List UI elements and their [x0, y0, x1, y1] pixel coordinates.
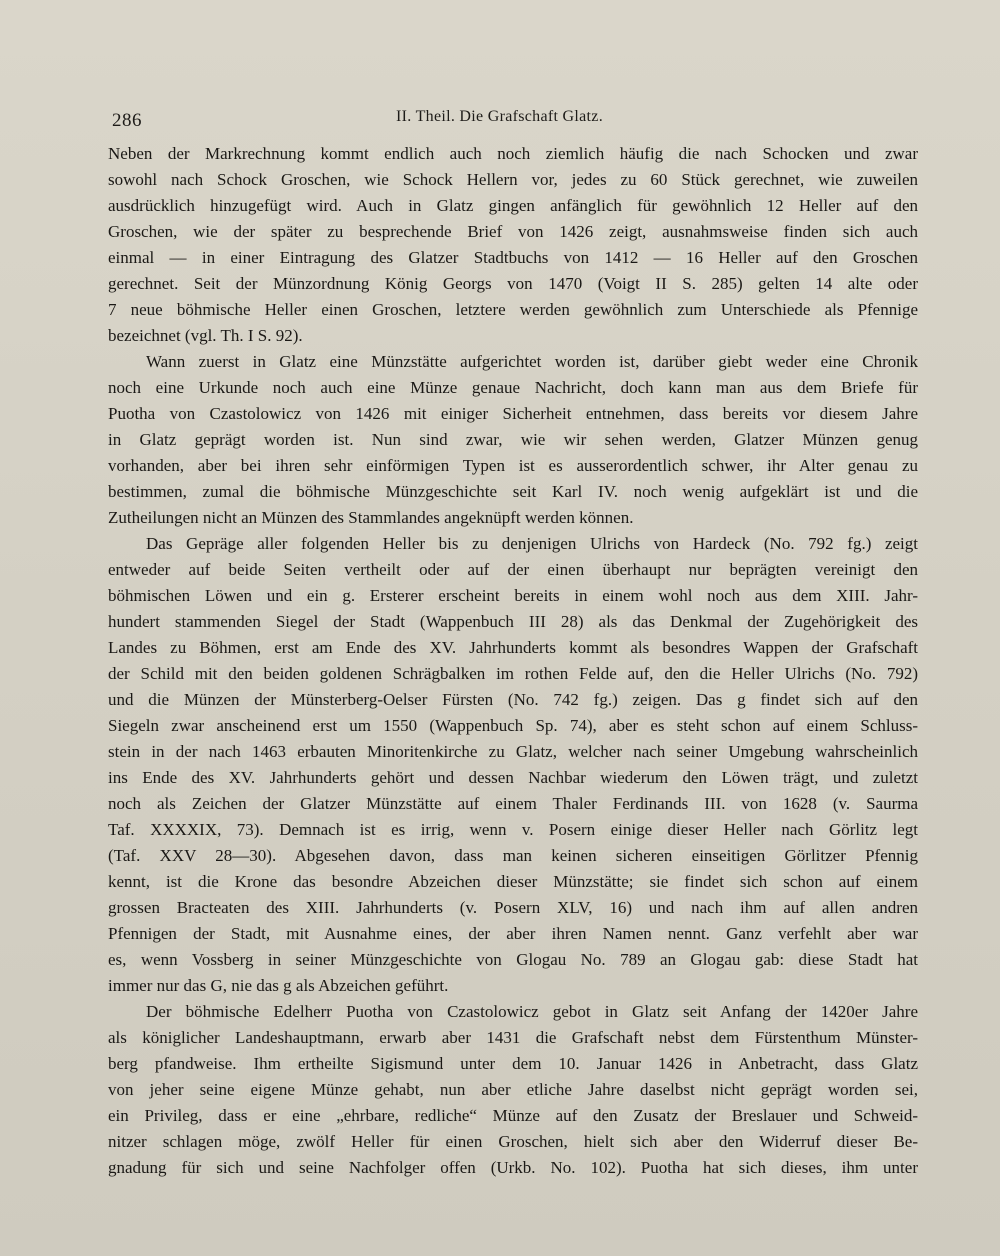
- text-line: immer nur das G, nie das g als Abzeichen geführt.: [108, 976, 449, 995]
- text-line: grossen Bracteaten des XIII. Jahrhunderts (v. Posern XLV, 16) und nach ihm auf allen andren: [108, 898, 918, 917]
- text-line: Pfennigen der Stadt, mit Ausnahme eines, der aber ihren Namen nennt. Ganz verfehlt aber war: [108, 924, 918, 943]
- text-line: gnadung für sich und seine Nachfolger offen (Urkb. No. 102). Puotha hat sich dieses, ihm unter: [108, 1158, 918, 1177]
- text-line: stein in der nach 1463 erbauten Minoritenkirche zu Glatz, welcher nach seiner Umgebung wahrscheinlich: [108, 742, 918, 761]
- text-line: kennt, ist die Krone das besondre Abzeichen dieser Münzstätte; sie findet sich schon auf einem: [108, 872, 918, 891]
- text-line: ein Privileg, dass er eine „ehrbare, redliche“ Münze auf den Zusatz der Breslauer und Schweid-: [108, 1106, 918, 1125]
- text-line: Siegeln zwar anscheinend erst um 1550 (Wappenbuch Sp. 74), aber es steht schon auf einem Schluss-: [108, 716, 918, 735]
- text-line: Zutheilungen nicht an Münzen des Stammlandes angeknüpft werden können.: [108, 508, 634, 527]
- text-line: Groschen, wie der später zu besprechende Brief von 1426 zeigt, ausnahmsweise finden sich auch: [108, 222, 918, 241]
- text-line: hundert stammenden Siegel der Stadt (Wappenbuch III 28) als das Denkmal der Zugehörigkeit des: [108, 612, 918, 631]
- text-line: ausdrücklich hinzugefügt wird. Auch in Glatz gingen anfänglich für gewöhnlich 12 Heller auf den: [108, 196, 918, 215]
- text-line: einmal — in einer Eintragung des Glatzer Stadtbuchs von 1412 — 16 Heller auf den Groschen: [108, 248, 918, 267]
- text-line: nitzer schlagen möge, zwölf Heller für einen Groschen, hielt sich aber den Widerruf dieser Be-: [108, 1132, 918, 1151]
- text-line: als königlicher Landeshauptmann, erwarb aber 1431 die Grafschaft nebst dem Fürstenthum Münster-: [108, 1028, 918, 1047]
- text-line: und die Münzen der Münsterberg-Oelser Fürsten (No. 742 fg.) zeigen. Das g findet sich auf den: [108, 690, 918, 709]
- text-line: sowohl nach Schock Groschen, wie Schock Hellern vor, jedes zu 60 Stück gerechnet, wie zuweilen: [108, 170, 918, 189]
- text-line: vorhanden, aber bei ihren sehr einförmigen Typen ist es ausserordentlich schwer, ihr Alter genau zu: [108, 456, 918, 475]
- text-line: in Glatz geprägt worden ist. Nun sind zwar, wie wir sehen werden, Glatzer Münzen genug: [108, 430, 918, 449]
- text-line: Der böhmische Edelherr Puotha von Czastolowicz gebot in Glatz seit Anfang der 1420er Jahre: [146, 1002, 918, 1021]
- running-head: II. Theil. Die Grafschaft Glatz.: [396, 108, 603, 125]
- page-header: [108, 104, 918, 136]
- text-line: noch als Zeichen der Glatzer Münzstätte auf einem Thaler Ferdinands III. von 1628 (v. Saurma: [108, 794, 918, 813]
- text-line: noch eine Urkunde noch auch eine Münze genaue Nachricht, doch kann man aus dem Briefe für: [108, 378, 918, 397]
- text-line: entweder auf beide Seiten vertheilt oder auf der einen überhaupt nur beprägten vereinigt den: [108, 560, 918, 579]
- text-line: Neben der Markrechnung kommt endlich auch noch ziemlich häufig die nach Schocken und zwar: [108, 144, 918, 163]
- body-text: [108, 141, 918, 1181]
- text-line: bestimmen, zumal die böhmische Münzgeschichte seit Karl IV. noch wenig aufgeklärt ist und die: [108, 482, 918, 501]
- text-line: böhmischen Löwen und ein g. Ersterer erscheint bereits in einem wohl noch aus dem XIII. Jahr-: [108, 586, 918, 605]
- text-line: Das Gepräge aller folgenden Heller bis zu denjenigen Ulrichs von Hardeck (No. 792 fg.) zeigt: [146, 534, 918, 553]
- text-line: gerechnet. Seit der Münzordnung König Georgs von 1470 (Voigt II S. 285) gelten 14 alte oder: [108, 274, 918, 293]
- text-line: berg pfandweise. Ihm ertheilte Sigismund unter dem 10. Januar 1426 in Anbetracht, dass Glatz: [108, 1054, 918, 1073]
- text-line: Puotha von Czastolowicz von 1426 mit einiger Sicherheit entnehmen, dass bereits vor diesem Jahre: [108, 404, 918, 423]
- text-line: von jeher seine eigene Münze gehabt, nun aber etliche Jahre daselbst nicht geprägt worden sei,: [108, 1080, 918, 1099]
- text-line: Landes zu Böhmen, erst am Ende des XV. Jahrhunderts kommt als besondres Wappen der Grafschaft: [108, 638, 918, 657]
- text-line: bezeichnet (vgl. Th. I S. 92).: [108, 326, 303, 345]
- text-line: ins Ende des XV. Jahrhunderts gehört und dessen Nachbar wiederum den Löwen trägt, und zuletzt: [108, 768, 918, 787]
- text-line: (Taf. XXV 28—30). Abgesehen davon, dass man keinen sicheren einseitigen Görlitzer Pfennig: [108, 846, 918, 865]
- text-line: der Schild mit den beiden goldenen Schrägbalken im rothen Felde auf, den die Heller Ulrichs (No. 792): [108, 664, 918, 683]
- text-line: Taf. XXXXIX, 73). Demnach ist es irrig, wenn v. Posern einige dieser Heller nach Görlitz legt: [108, 820, 918, 839]
- page-number: 286: [112, 110, 142, 131]
- text-line: es, wenn Vossberg in seiner Münzgeschichte von Glogau No. 789 an Glogau gab: diese Stadt hat: [108, 950, 918, 969]
- text-line: Wann zuerst in Glatz eine Münzstätte aufgerichtet worden ist, darüber giebt weder eine Chronik: [146, 352, 918, 371]
- text-line: 7 neue böhmische Heller einen Groschen, letztere werden gewöhnlich zum Unterschiede als Pfennige: [108, 300, 918, 319]
